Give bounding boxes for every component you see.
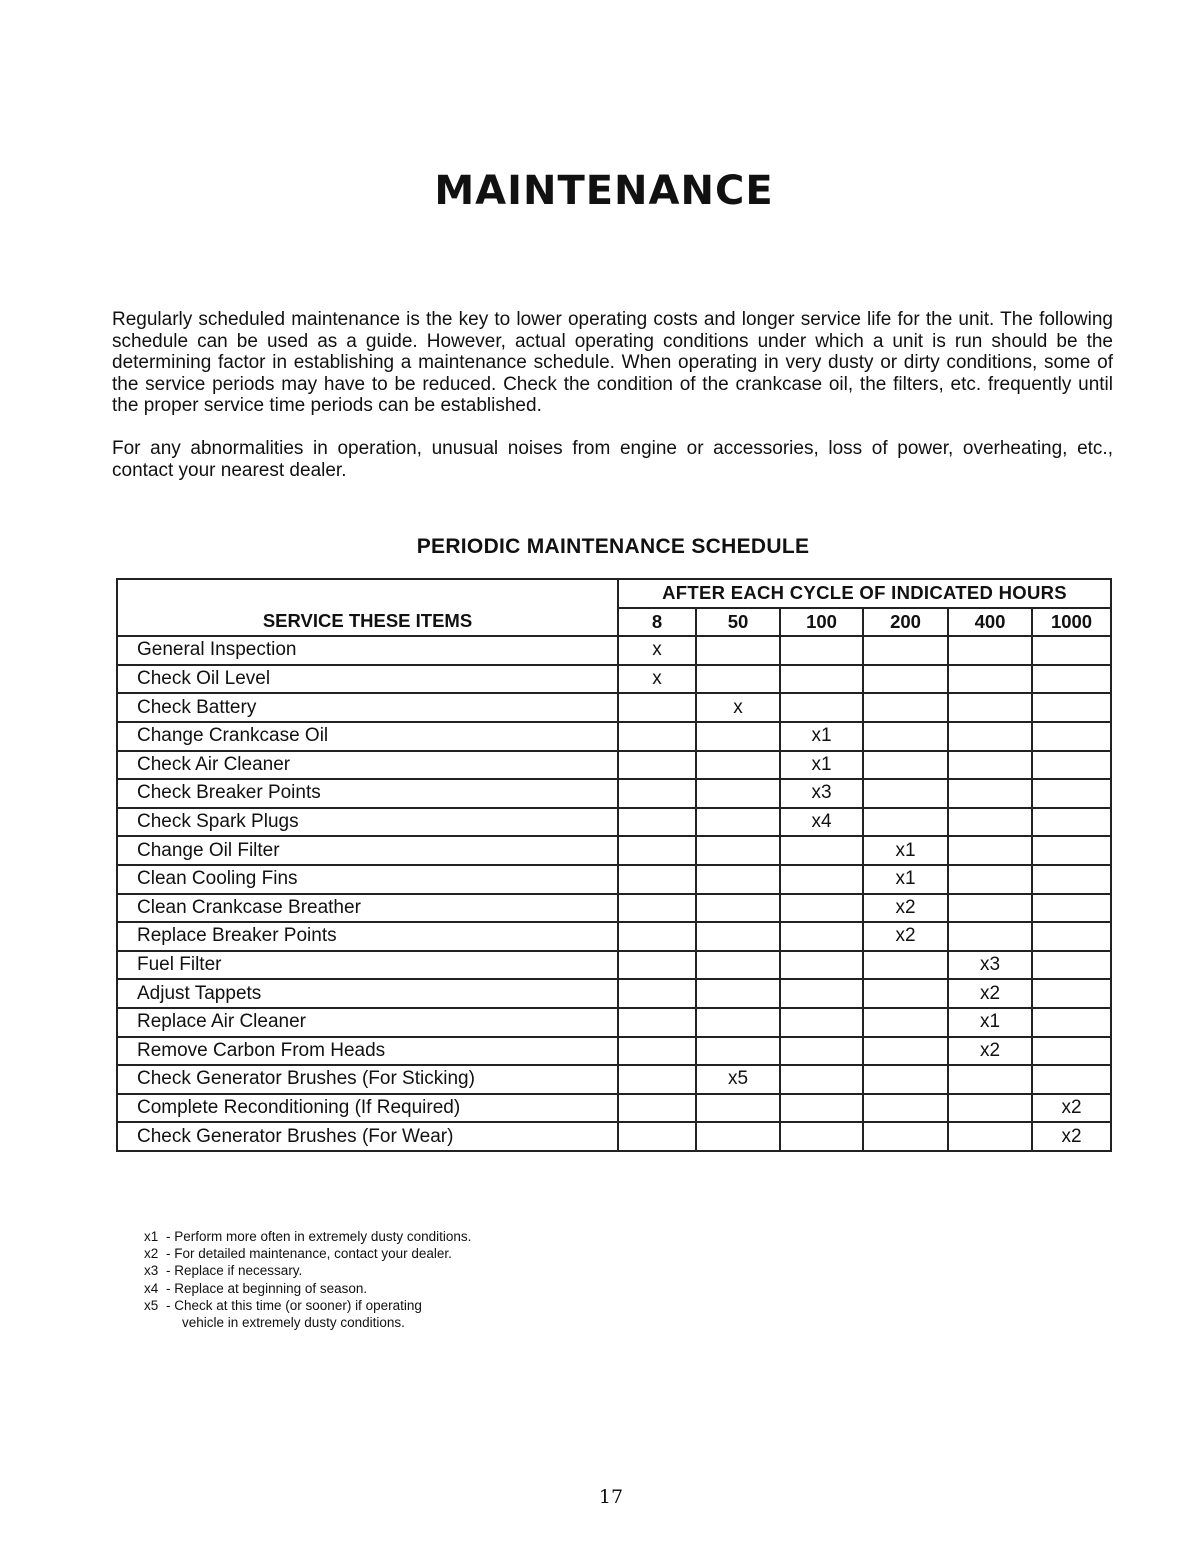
- table-row: [117, 1094, 1111, 1123]
- interval-mark: [780, 922, 863, 951]
- footnote-separator: -: [166, 1297, 175, 1313]
- intro-paragraph: Regularly scheduled maintenance is the key to lower operating costs and longer service life for the unit. The following schedule can be used as a guide. However, actual operating conditions under which a unit is run should be the determining factor in establishing a maintenance schedule. When operating in very dusty or dirty conditions, some of the service periods may have to be reduced. Check the condition of the crankcase oil, the filters, etc. frequently until the proper service time periods can be established.: [112, 309, 1113, 416]
- interval-mark: [696, 636, 780, 665]
- service-item: Adjust Tappets: [117, 979, 618, 1008]
- interval-mark: [863, 665, 948, 694]
- service-item: Check Breaker Points: [117, 779, 618, 808]
- interval-mark: [1032, 636, 1111, 665]
- interval-mark: [780, 894, 863, 923]
- interval-mark: [948, 1065, 1032, 1094]
- interval-mark: x2: [1032, 1094, 1111, 1123]
- interval-mark: [948, 836, 1032, 865]
- table-row: [117, 1065, 1111, 1094]
- interval-mark: x2: [863, 894, 948, 923]
- table-row: [117, 1122, 1111, 1151]
- interval-mark: x1: [863, 865, 948, 894]
- interval-mark: [618, 951, 696, 980]
- interval-mark: [696, 1094, 780, 1123]
- footnote-text: Replace if necessary.: [174, 1263, 303, 1279]
- footnote-separator: -: [166, 1263, 175, 1279]
- hours-header: 100: [780, 608, 863, 637]
- interval-mark: [1032, 808, 1111, 837]
- interval-mark: [1032, 751, 1111, 780]
- table-row: [117, 665, 1111, 694]
- service-item: Change Crankcase Oil: [117, 722, 618, 751]
- service-item: Check Air Cleaner: [117, 751, 618, 780]
- interval-mark: [863, 636, 948, 665]
- interval-mark: [863, 808, 948, 837]
- interval-mark: x1: [948, 1008, 1032, 1037]
- table-row: [117, 751, 1111, 780]
- table-row: [117, 808, 1111, 837]
- interval-mark: [780, 979, 863, 1008]
- footnote: [144, 1262, 471, 1279]
- interval-mark: [1032, 779, 1111, 808]
- interval-mark: x: [696, 693, 780, 722]
- table-row: [117, 865, 1111, 894]
- interval-mark: [696, 1037, 780, 1066]
- interval-mark: [863, 693, 948, 722]
- interval-mark: [863, 1008, 948, 1037]
- interval-mark: x3: [948, 951, 1032, 980]
- service-item: Check Generator Brushes (For Wear): [117, 1122, 618, 1151]
- interval-mark: [948, 922, 1032, 951]
- interval-mark: x1: [863, 836, 948, 865]
- interval-mark: [780, 665, 863, 694]
- interval-mark: [696, 894, 780, 923]
- interval-mark: [696, 865, 780, 894]
- footnote: [144, 1280, 471, 1297]
- interval-mark: [863, 1037, 948, 1066]
- interval-mark: [618, 693, 696, 722]
- interval-mark: [948, 1122, 1032, 1151]
- footnote-code: x5: [144, 1297, 159, 1313]
- interval-mark: [696, 665, 780, 694]
- service-item: Clean Crankcase Breather: [117, 894, 618, 923]
- interval-mark: [780, 1008, 863, 1037]
- service-item: Remove Carbon From Heads: [117, 1037, 618, 1066]
- hours-header: 50: [696, 608, 780, 637]
- interval-mark: x2: [863, 922, 948, 951]
- interval-mark: [780, 1065, 863, 1094]
- schedule-title: PERIODIC MAINTENANCE SCHEDULE: [416, 535, 810, 558]
- interval-mark: [863, 722, 948, 751]
- footnote-code: x4: [144, 1280, 159, 1296]
- interval-mark: [618, 1094, 696, 1123]
- interval-mark: [948, 894, 1032, 923]
- interval-mark: [863, 979, 948, 1008]
- interval-mark: [618, 751, 696, 780]
- service-item: Replace Air Cleaner: [117, 1008, 618, 1037]
- table-row: [117, 693, 1111, 722]
- items-header: SERVICE THESE ITEMS: [117, 608, 618, 637]
- service-item: Check Spark Plugs: [117, 808, 618, 837]
- footnote-code: x2: [144, 1246, 159, 1262]
- interval-mark: [863, 951, 948, 980]
- interval-mark: [780, 1094, 863, 1123]
- interval-mark: [780, 1122, 863, 1151]
- header-row-hours: [117, 608, 1111, 637]
- interval-mark: [780, 693, 863, 722]
- interval-mark: [1032, 1065, 1111, 1094]
- interval-mark: x5: [696, 1065, 780, 1094]
- table-row: [117, 922, 1111, 951]
- maintenance-schedule-table: [116, 578, 1112, 1152]
- interval-mark: [696, 922, 780, 951]
- interval-mark: x2: [1032, 1122, 1111, 1151]
- footnote-text: Check at this time (or sooner) if operating: [174, 1297, 422, 1313]
- interval-mark: [696, 1122, 780, 1151]
- interval-mark: [1032, 693, 1111, 722]
- table-row: [117, 779, 1111, 808]
- footnote: [144, 1228, 471, 1245]
- interval-mark: [618, 979, 696, 1008]
- interval-mark: [1032, 922, 1111, 951]
- interval-mark: [1032, 1008, 1111, 1037]
- interval-mark: [948, 636, 1032, 665]
- interval-mark: [696, 1008, 780, 1037]
- interval-mark: [696, 722, 780, 751]
- interval-mark: [1032, 1037, 1111, 1066]
- interval-mark: [780, 865, 863, 894]
- service-item: Change Oil Filter: [117, 836, 618, 865]
- interval-mark: [948, 865, 1032, 894]
- interval-mark: [618, 1065, 696, 1094]
- interval-mark: x3: [780, 779, 863, 808]
- interval-mark: [618, 722, 696, 751]
- footnote: [144, 1297, 471, 1314]
- schedule-body: [117, 636, 1111, 1151]
- interval-mark: x1: [780, 722, 863, 751]
- interval-mark: [618, 836, 696, 865]
- service-item: Replace Breaker Points: [117, 922, 618, 951]
- interval-mark: x2: [948, 979, 1032, 1008]
- interval-mark: [948, 1094, 1032, 1123]
- service-item: Fuel Filter: [117, 951, 618, 980]
- footnote-separator: -: [166, 1246, 175, 1262]
- table-row: [117, 1037, 1111, 1066]
- footnote: [144, 1245, 471, 1262]
- hours-header: 1000: [1032, 608, 1111, 637]
- interval-mark: [863, 1094, 948, 1123]
- footnote-separator: -: [166, 1229, 175, 1244]
- hours-header: 200: [863, 608, 948, 637]
- footnote-code: x3: [144, 1263, 159, 1279]
- interval-mark: [618, 865, 696, 894]
- interval-mark: [1032, 865, 1111, 894]
- interval-mark: [618, 894, 696, 923]
- table-row: [117, 951, 1111, 980]
- interval-mark: [1032, 979, 1111, 1008]
- interval-mark: [1032, 951, 1111, 980]
- table-row: [117, 836, 1111, 865]
- interval-mark: [780, 636, 863, 665]
- footnote-text: Replace at beginning of season.: [174, 1280, 368, 1296]
- interval-mark: [948, 779, 1032, 808]
- interval-mark: x2: [948, 1037, 1032, 1066]
- interval-mark: [1032, 894, 1111, 923]
- interval-mark: [696, 979, 780, 1008]
- page-number: 17: [598, 1486, 624, 1508]
- interval-mark: x1: [780, 751, 863, 780]
- interval-mark: [618, 779, 696, 808]
- footnote-text: Perform more often in extremely dusty conditions.: [174, 1229, 472, 1244]
- hours-header: 8: [618, 608, 696, 637]
- interval-mark: x: [618, 665, 696, 694]
- interval-mark: [696, 779, 780, 808]
- abnormalities-paragraph: For any abnormalities in operation, unusual noises from engine or accessories, loss of power, overheating, etc., contact your nearest dealer.: [112, 438, 1113, 481]
- cycle-header: AFTER EACH CYCLE OF INDICATED HOURS: [618, 579, 1111, 608]
- service-item: Check Oil Level: [117, 665, 618, 694]
- interval-mark: [1032, 665, 1111, 694]
- interval-mark: [618, 1122, 696, 1151]
- interval-mark: [696, 951, 780, 980]
- service-item: Check Battery: [117, 693, 618, 722]
- interval-mark: [618, 922, 696, 951]
- interval-mark: [948, 808, 1032, 837]
- interval-mark: [948, 722, 1032, 751]
- interval-mark: [863, 751, 948, 780]
- interval-mark: [863, 779, 948, 808]
- interval-mark: [618, 1037, 696, 1066]
- interval-mark: [1032, 836, 1111, 865]
- interval-mark: [863, 1122, 948, 1151]
- interval-mark: [696, 836, 780, 865]
- header-row-cycle: [117, 579, 1111, 608]
- interval-mark: [1032, 722, 1111, 751]
- table-row: [117, 1008, 1111, 1037]
- table-row: [117, 979, 1111, 1008]
- interval-mark: [696, 808, 780, 837]
- service-item: Check Generator Brushes (For Sticking): [117, 1065, 618, 1094]
- interval-mark: [618, 1008, 696, 1037]
- footnotes: [144, 1228, 471, 1331]
- interval-mark: [618, 808, 696, 837]
- interval-mark: [696, 751, 780, 780]
- service-item: Complete Reconditioning (If Required): [117, 1094, 618, 1123]
- footnote-text: For detailed maintenance, contact your dealer.: [174, 1246, 452, 1262]
- interval-mark: x: [618, 636, 696, 665]
- table-row: [117, 722, 1111, 751]
- interval-mark: [948, 693, 1032, 722]
- interval-mark: [780, 951, 863, 980]
- footnote-separator: -: [166, 1280, 175, 1296]
- interval-mark: [948, 751, 1032, 780]
- page-title: MAINTENANCE: [434, 168, 774, 214]
- interval-mark: [780, 836, 863, 865]
- footnote-continuation: vehicle in extremely dusty conditions.: [182, 1315, 405, 1331]
- service-item: Clean Cooling Fins: [117, 865, 618, 894]
- table-row: [117, 636, 1111, 665]
- service-item: General Inspection: [117, 636, 618, 665]
- hours-header: 400: [948, 608, 1032, 637]
- interval-mark: x4: [780, 808, 863, 837]
- interval-mark: [780, 1037, 863, 1066]
- interval-mark: [863, 1065, 948, 1094]
- interval-mark: [948, 665, 1032, 694]
- header-blank-cell: [117, 579, 618, 608]
- table-row: [117, 894, 1111, 923]
- footnote-code: x1: [144, 1229, 159, 1244]
